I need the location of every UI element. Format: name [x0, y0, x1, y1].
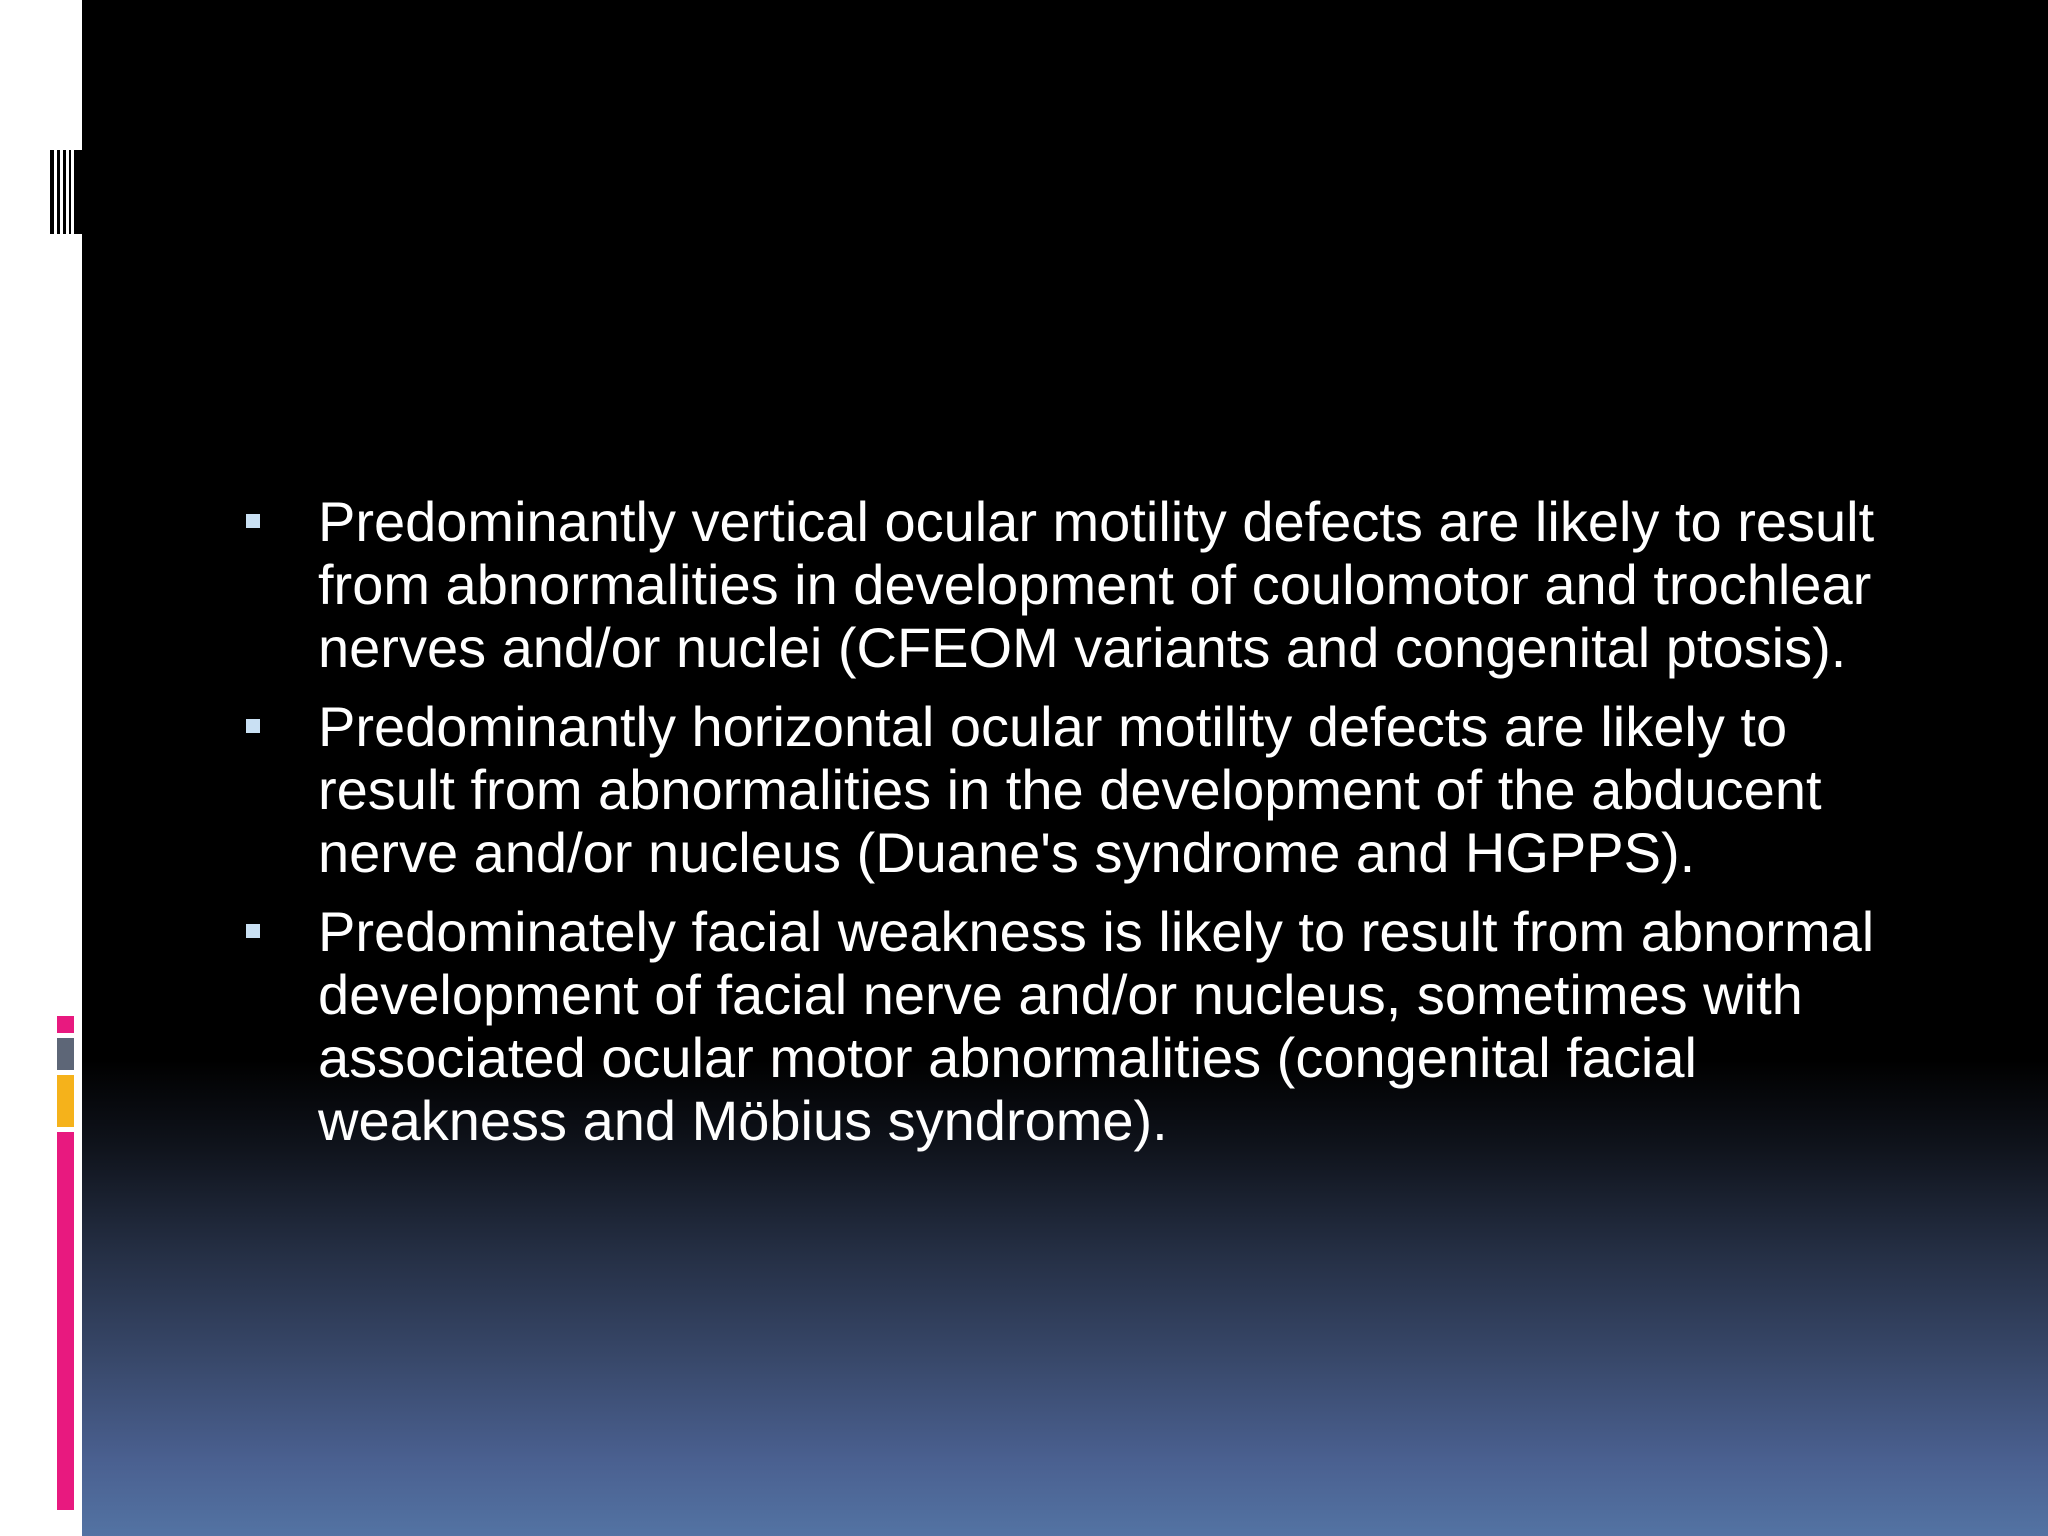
bullet-text: Predominantly horizontal ocular motility defects are likely to result from abnormalities in the development of the abducent nerve and/or nucleus (Duane's syndrome and HGPPS).	[318, 695, 1822, 884]
square-bullet-icon	[246, 719, 260, 733]
accent-bar-pink-top	[57, 1016, 74, 1033]
bullet-item-vertical-motility	[240, 490, 1900, 679]
bullet-item-horizontal-motility	[240, 695, 1900, 884]
bullet-list	[240, 490, 1900, 1168]
square-bullet-icon	[246, 924, 260, 938]
accent-bar-yellow	[57, 1075, 74, 1127]
decorative-vertical-lines	[50, 150, 82, 234]
accent-bar-pink	[57, 1132, 74, 1510]
bullet-item-facial-weakness	[240, 900, 1900, 1152]
square-bullet-icon	[246, 514, 260, 528]
accent-bar-gray	[57, 1038, 74, 1070]
bullet-text: Predominately facial weakness is likely to result from abnormal development of facial nerve and/or nucleus, sometimes with associated ocular motor abnormalities (congenital facial weakness and Möbius syndrome).	[318, 900, 1875, 1152]
bullet-text: Predominantly vertical ocular motility defects are likely to result from abnormalities in development of coulomotor and trochlear nerves and/or nuclei (CFEOM variants and congenital ptosis).	[318, 490, 1875, 679]
